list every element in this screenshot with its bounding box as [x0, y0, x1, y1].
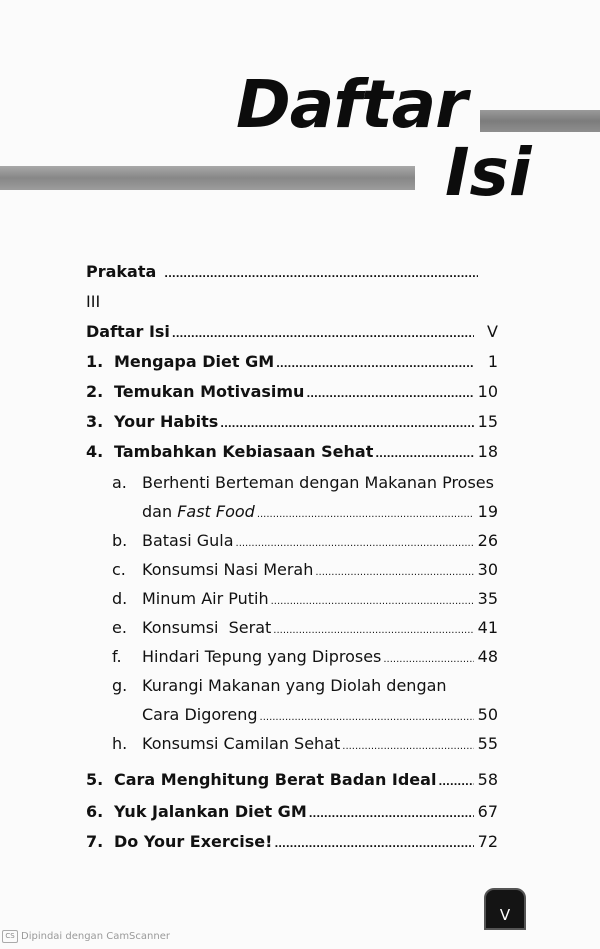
- toc-chapter: [86, 412, 498, 435]
- toc-sub-entry: [112, 647, 498, 670]
- toc-chapter: [86, 770, 498, 793]
- toc-sub-letter: d.: [112, 589, 128, 608]
- toc-sub-entry: [112, 531, 498, 554]
- toc-sub-entry: [142, 705, 498, 728]
- toc-chapter: [86, 832, 498, 855]
- toc-chapter-number: 4.: [86, 442, 104, 461]
- toc-entry-page: 1: [487, 352, 498, 371]
- toc-chapter: [86, 352, 498, 375]
- toc-sub-label: Minum Air Putih: [142, 589, 269, 608]
- toc-sub-label: Cara Digoreng: [142, 705, 258, 724]
- scanner-note: Dipindai dengan CamScanner: [21, 931, 170, 942]
- toc-entry-page: 72: [477, 832, 498, 851]
- page-number-badge: [484, 888, 526, 930]
- toc-entry-page: 58: [477, 770, 498, 789]
- page-title-line2: Isi: [445, 134, 532, 211]
- toc-entry-page: 67: [477, 802, 498, 821]
- toc-chapter-label: Your Habits: [114, 412, 219, 431]
- toc-sub-letter: c.: [112, 560, 126, 579]
- toc-chapter: [86, 802, 498, 825]
- toc-sub-label: Konsumsi Camilan Sehat: [142, 734, 341, 753]
- toc-sub-letter: e.: [112, 618, 127, 637]
- toc-entry-prakata: [86, 262, 480, 285]
- toc-chapter: [86, 442, 498, 465]
- toc-chapter-label: Cara Menghitung Berat Badan Ideal: [114, 770, 437, 789]
- toc-entry-page: 48: [477, 647, 498, 666]
- toc-entry-page: V: [487, 322, 498, 341]
- toc-sub-entry: [112, 589, 498, 612]
- toc-chapter-number: 6.: [86, 802, 104, 821]
- toc-chapter: [86, 382, 498, 405]
- toc-chapter-number: 3.: [86, 412, 104, 431]
- toc-entry-page: 30: [477, 560, 498, 579]
- title-bar-right: [480, 110, 600, 132]
- toc-sub-letter: f.: [112, 647, 122, 666]
- toc-entry-page: III: [86, 292, 101, 311]
- toc-chapter-label: Do Your Exercise!: [114, 832, 273, 851]
- toc-sub-label: Berhenti Berteman dengan Makanan Proses: [142, 473, 494, 492]
- toc-sub-label: dan: [142, 502, 178, 521]
- scanner-watermark: [2, 930, 170, 943]
- toc-sub-label: Konsumsi Serat: [142, 618, 272, 637]
- toc-chapter-number: 1.: [86, 352, 104, 371]
- toc-sub-label: Hindari Tepung yang Diproses: [142, 647, 382, 666]
- toc-chapter-number: 7.: [86, 832, 104, 851]
- camscanner-icon: CS: [2, 930, 18, 943]
- toc-entry-page: 15: [477, 412, 498, 431]
- toc-entry-daftar-isi: [86, 322, 498, 345]
- toc-chapter-label: Temukan Motivasimu: [114, 382, 305, 401]
- page-title-line1: Daftar: [236, 66, 467, 143]
- toc-sub-entry: [112, 618, 498, 641]
- toc-entry-label: Prakata: [86, 262, 157, 281]
- toc-entry-page: 55: [477, 734, 498, 753]
- toc-sub-letter: a.: [112, 473, 127, 492]
- toc-chapter-label: Tambahkan Kebiasaan Sehat: [114, 442, 374, 461]
- toc-entry-page: 19: [477, 502, 498, 521]
- toc-sub-letter: b.: [112, 531, 128, 550]
- toc-sub-entry: [112, 560, 498, 583]
- toc-sub-entry: [142, 502, 498, 525]
- toc-entry-page: 18: [477, 442, 498, 461]
- toc-entry-page: 41: [477, 618, 498, 637]
- toc-chapter-label: Yuk Jalankan Diet GM: [114, 802, 307, 821]
- toc-chapter-number: 2.: [86, 382, 104, 401]
- toc-entry-page: 10: [477, 382, 498, 401]
- toc-sub-label: Batasi Gula: [142, 531, 234, 550]
- toc-chapter-label: Mengapa Diet GM: [114, 352, 275, 371]
- page-number: V: [499, 906, 511, 924]
- toc-entry-page: 26: [477, 531, 498, 550]
- toc-sub-label: Konsumsi Nasi Merah: [142, 560, 314, 579]
- toc-sub-entry: [112, 734, 498, 757]
- toc-sub-label: Kurangi Makanan yang Diolah dengan: [142, 676, 447, 695]
- toc-entry-label: Daftar Isi: [86, 322, 170, 341]
- toc-sub-letter: g.: [112, 676, 128, 695]
- toc-sub-label-italic: Fast Food: [177, 502, 255, 521]
- toc-entry-page: 35: [477, 589, 498, 608]
- title-bar-left: [0, 166, 415, 190]
- toc-chapter-number: 5.: [86, 770, 104, 789]
- toc-sub-letter: h.: [112, 734, 128, 753]
- toc-entry-page: 50: [477, 705, 498, 724]
